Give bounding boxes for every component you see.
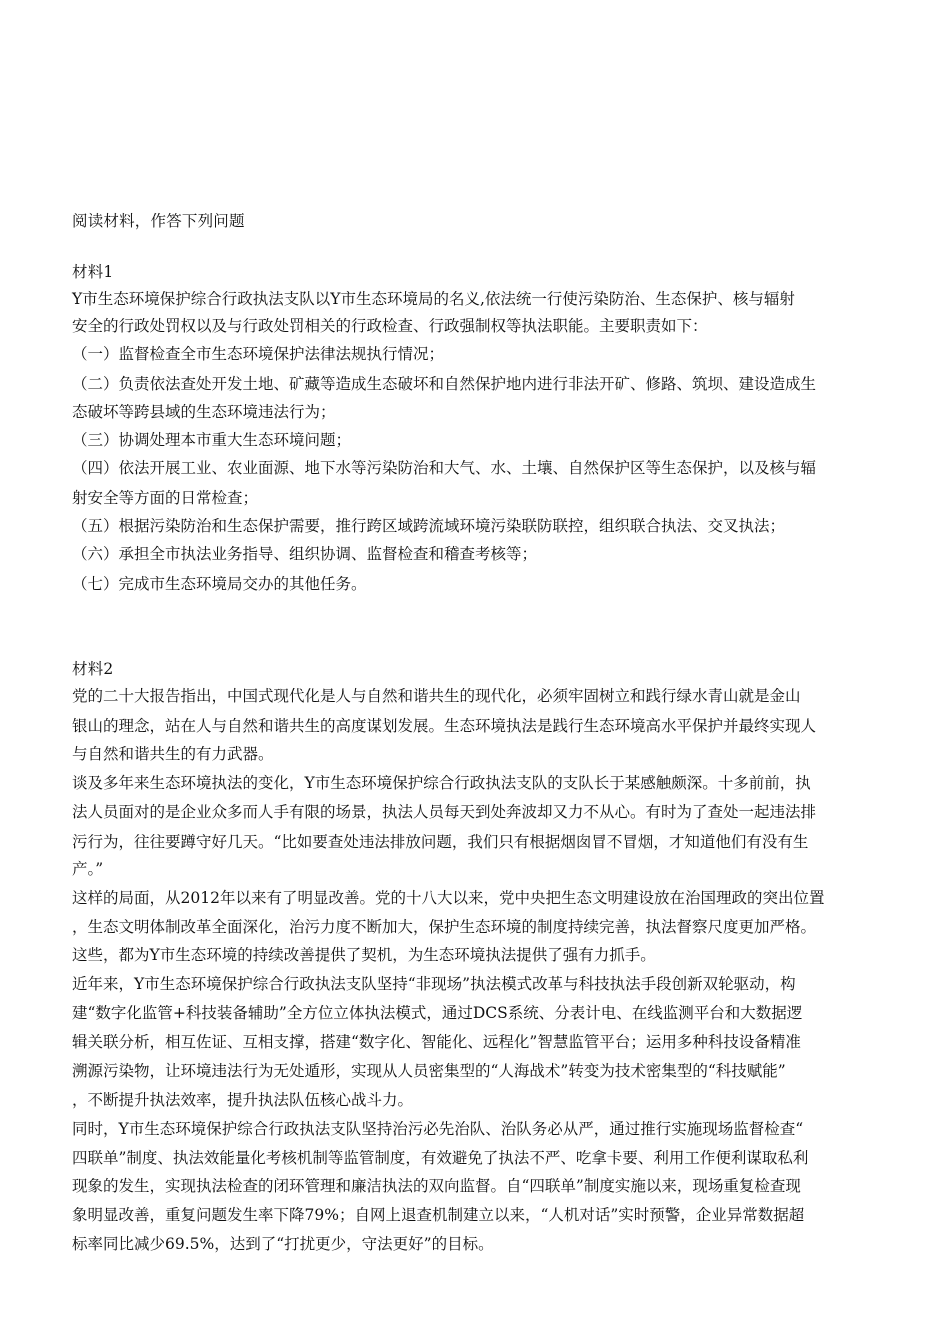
material-2-line: 溯源污染物，让环境违法行为无处遁形，实现从人员密集型的“人海战术”转变为技术密集型的“科技赋能” (72, 1062, 786, 1080)
material-1-line: （六）承担全市执法业务指导、组织协调、监督检查和稽查考核等； (72, 545, 538, 563)
material-1-line: （五）根据污染防治和生态保护需要，推行跨区域跨流域环境污染联防联控，组织联合执法、交叉执法； (72, 517, 786, 535)
material-1-line: Y市生态环境保护综合行政执法支队以Y市生态环境局的名义,依法统一行使污染防治、生态保护、核与辐射 (72, 290, 795, 308)
material-1-title: 材料1 (72, 263, 114, 281)
material-1-line: （一）监督检查全市生态环境保护法律法规执行情况； (72, 345, 445, 363)
material-2-title: 材料2 (72, 660, 114, 678)
material-2-line: 污行为，往往要蹲守好几天。“比如要查处违法排放问题，我们只有根据烟囱冒不冒烟，才知道他们有没有生 (72, 833, 809, 851)
material-2-line: 近年来，Y市生态环境保护综合行政执法支队坚持“非现场”执法模式改革与科技执法手段创新双轮驱动，构 (72, 975, 796, 993)
material-2-line: 现象的发生，实现执法检查的闭环管理和廉洁执法的双向监督。自“四联单”制度实施以来，现场重复检查现 (72, 1177, 801, 1195)
material-1-line: 态破坏等跨县域的生态环境违法行为； (72, 403, 336, 421)
material-2-line: ，生态文明体制改革全面深化，治污力度不断加大，保护生态环境的制度持续完善，执法督察尺度更加严格。 (72, 918, 817, 936)
material-1-line: 射安全等方面的日常检查； (72, 489, 259, 507)
material-2-line: 这样的局面，从2012年以来有了明显改善。党的十八大以来，党中央把生态文明建设放在治国理政的突出位置 (72, 889, 825, 907)
material-2-line: 建“数字化监管+科技装备辅助”全方位立体执法模式，通过DCS系统、分表计电、在线监测平台和大数据逻 (72, 1004, 803, 1022)
material-2-line: 产。” (72, 860, 104, 878)
intro-instruction: 阅读材料，作答下列问题 (72, 212, 245, 230)
material-2-line: 四联单”制度、执法效能量化考核机制等监管制度，有效避免了执法不严、吃拿卡要、利用工作便利谋取私利 (72, 1149, 809, 1167)
material-2-line: 银山的理念，站在人与自然和谐共生的高度谋划发展。生态环境执法是践行生态环境高水平保护并最终实现人 (72, 717, 817, 735)
material-2-line: 辑关联分析，相互佐证、互相支撑，搭建“数字化、智能化、远程化”智慧监管平台；运用多种科技设备精准 (72, 1033, 801, 1051)
material-2-line: 与自然和谐共生的有力武器。 (72, 745, 274, 763)
material-2-line: 同时，Y市生态环境保护综合行政执法支队坚持治污必先治队、治队务必从严，通过推行实施现场监督检查“ (72, 1120, 804, 1138)
material-2-line: 谈及多年来生态环境执法的变化，Y市生态环境保护综合行政执法支队的支队长于某感触颇深。十多前前，执 (72, 774, 811, 792)
material-2-line: 象明显改善，重复问题发生率下降79%；自网上退查机制建立以来，“人机对话”实时预警，企业异常数据超 (72, 1206, 805, 1224)
material-2-line: 标率同比减少69.5%，达到了“打扰更少，守法更好”的目标。 (72, 1235, 494, 1253)
material-1-line: （四）依法开展工业、农业面源、地下水等污染防治和大气、水、土壤、自然保护区等生态保护，以及核与辐 (72, 459, 817, 477)
material-2-line: 法人员面对的是企业众多而人手有限的场景，执法人员每天到处奔波却又力不从心。有时为了查处一起违法排 (72, 803, 817, 821)
material-2-line: 这些，都为Y市生态环境的持续改善提供了契机，为生态环境执法提供了强有力抓手。 (72, 946, 656, 964)
material-1-line: 安全的行政处罚权以及与行政处罚相关的行政检查、行政强制权等执法职能。主要职责如下： (72, 317, 708, 335)
material-2-line: ，不断提升执法效率，提升执法队伍核心战斗力。 (72, 1091, 414, 1109)
material-1-line: （三）协调处理本市重大生态环境问题； (72, 431, 352, 449)
material-1-line: （二）负责依法查处开发土地、矿藏等造成生态破坏和自然保护地内进行非法开矿、修路、筑坝、建设造成生 (72, 375, 817, 393)
material-2-line: 党的二十大报告指出，中国式现代化是人与自然和谐共生的现代化，必须牢固树立和践行绿水青山就是金山 (72, 687, 801, 705)
material-1-line: （七）完成市生态环境局交办的其他任务。 (72, 575, 367, 593)
